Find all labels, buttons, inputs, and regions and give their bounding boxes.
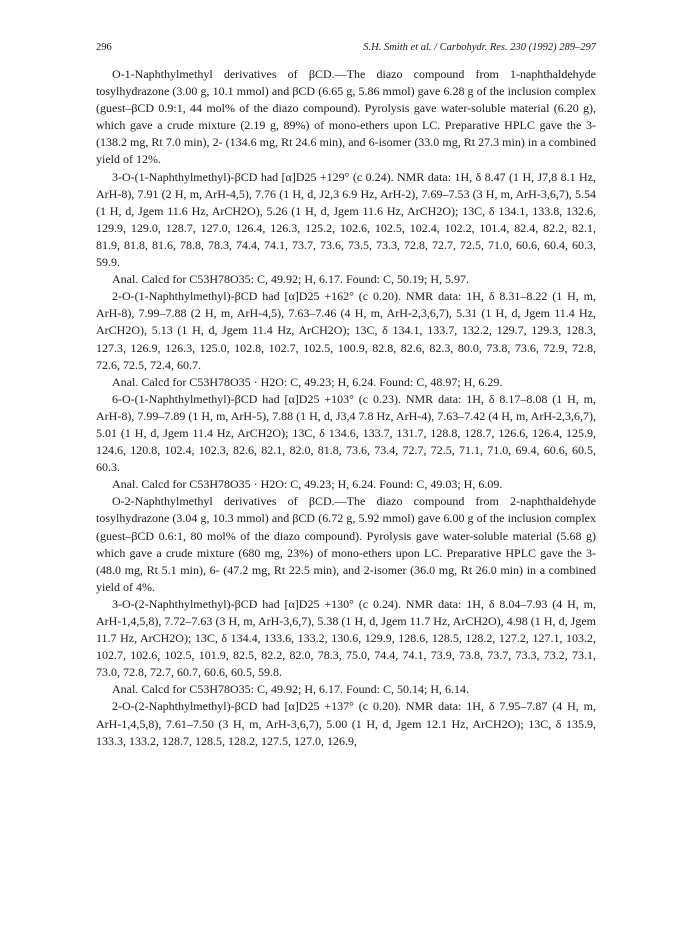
running-title: S.H. Smith et al. / Carbohydr. Res. 230 (1992) 289–297 (363, 42, 596, 53)
paragraph-anal-4: Anal. Calcd for C53H78O35: C, 49.92; H, 6.17. Found: C, 50.14; H, 6.14. (112, 682, 469, 697)
paragraph-anal-1: Anal. Calcd for C53H78O35: C, 49.92; H, 6.17. Found: C, 50.19; H, 5.97. (112, 272, 469, 287)
paragraph-2-o-2-naphthylmethyl: 2-O-(2-Naphthylmethyl)-βCD had [α]D25 +137° (c 0.20). NMR data: 1H, δ 7.95–7.87 (4 H, m, ArH-1,4,5,8), 7.61–7.50 (3 H, m, ArH-3,6,7), 5.00 (1 H, d, Jgem 12.1 Hz, ArCH2O); 13C, δ 135.9, 133.3, 133.2, 128.7, 128.5, 128.2, 127.5, 127.0, 126.9, (96, 699, 596, 748)
article-body (96, 66, 596, 750)
paragraph-6-o-1-naphthylmethyl: 6-O-(1-Naphthylmethyl)-βCD had [α]D25 +103° (c 0.23). NMR data: 1H, δ 8.17–8.08 (1 H, m, ArH-8), 7.99–7.89 (1 H, m, ArH-5), 7.88 (1 H, d, J3,4 7.8 Hz, ArH-4), 7.63–7.42 (4 H, m, ArH-2,3,6,7), 5.01 (1 H, d, Jgem 11.4 Hz, ArCH2O); 13C, δ 134.6, 133.7, 131.7, 128.8, 128.7, 126.6, 126.4, 125.9, 124.6, 120.8, 102.4, 102.3, 82.6, 82.1, 82.0, 81.8, 73.6, 73.4, 72.7, 72.5, 71.1, 71.0, 69.4, 60.6, 60.5, 60.3. (96, 391, 596, 475)
paragraph-anal-2: Anal. Calcd for C53H78O35 · H2O: C, 49.23; H, 6.24. Found: C, 48.97; H, 6.29. (112, 374, 503, 389)
page-number: 296 (96, 42, 112, 53)
paragraph-2-naphthyl-derivatives: O-2-Naphthylmethyl derivatives of βCD.—The diazo compound from 2-naphthaldehyde tosylhydrazone (3.04 g, 10.3 mmol) and βCD (6.72 g, 5.92 mmol) gave 6.00 g of the inclusion complex (guest–βCD 0.6:1, 80 mol% of the diazo compound). Pyrolysis gave water-soluble material (5.68 g) which gave a crude mixture (680 mg, 23%) of mono-ethers upon LC. Preparative HPLC gave the 3- (48.0 mg, Rt 5.1 min), 6- (47.2 mg, Rt 22.5 min), and 2-isomer (36.0 mg, Rt 26.0 min) in a combined yield of 4%. (96, 494, 596, 594)
paragraph-3-o-1-naphthylmethyl: 3-O-(1-Naphthylmethyl)-βCD had [α]D25 +129° (c 0.24). NMR data: 1H, δ 8.47 (1 H, J7,8 8.1 Hz, ArH-8), 7.91 (2 H, m, ArH-4,5), 7.76 (1 H, d, J2,3 6.9 Hz, ArH-2), 7.69–7.53 (3 H, m, ArH-3,6,7), 5.54 (1 H, d, Jgem 11.6 Hz, ArCH2O), 5.26 (1 H, d, Jgem 11.6 Hz, ArCH2O); 13C, δ 134.1, 133.8, 132.6, 129.9, 129.0, 128.7, 127.0, 126.4, 126.3, 125.2, 102.6, 102.5, 102.4, 102.2, 101.4, 82.4, 82.2, 82.1, 81.9, 81.8, 81.6, 78.8, 78.3, 74.4, 74.1, 73.7, 73.6, 73.5, 73.3, 72.8, 72.7, 72.5, 71.0, 60.6, 60.4, 60.3, 59.9. (96, 169, 596, 270)
paragraph-2-o-1-naphthylmethyl: 2-O-(1-Naphthylmethyl)-βCD had [α]D25 +162° (c 0.20). NMR data: 1H, δ 8.31–8.22 (1 H, m, ArH-8), 7.99–7.88 (2 H, m, ArH-4,5), 7.63–7.46 (4 H, m, ArH-2,3,6,7), 5.31 (1 H, d, Jgem 11.4 Hz, ArCH2O), 5.13 (1 H, d, Jgem 11.4 Hz, ArCH2O); 13C, δ 134.1, 133.7, 132.2, 129.7, 129.3, 128.3, 127.3, 126.9, 126.3, 125.0, 102.8, 102.7, 102.5, 100.9, 82.8, 82.6, 82.3, 80.0, 73.8, 73.6, 72.9, 72.8, 72.6, 72.5, 72.4, 60.7. (96, 289, 596, 372)
paragraph-anal-3: Anal. Calcd for C53H78O35 · H2O: C, 49.23; H, 6.24. Found: C, 49.03; H, 6.09. (112, 477, 503, 492)
paragraph-1-naphthyl-derivatives: O-1-Naphthylmethyl derivatives of βCD.—The diazo compound from 1-naphthaldehyde tosylhydrazone (3.00 g, 10.1 mmol) and βCD (6.65 g, 5.86 mmol) gave 6.28 g of the inclusion complex (guest–βCD 0.9:1, 44 mol% of the diazo compound). Pyrolysis gave water-soluble material (6.20 g), which gave a crude mixture (2.19 g, 89%) of mono-ethers upon LC. Preparative HPLC gave the 3- (138.2 mg, Rt 7.0 min), 2- (134.6 mg, Rt 24.6 min), and 6-isomer (33.0 mg, Rt 27.3 min) in a combined yield of 12%. (96, 67, 596, 167)
page-header (96, 40, 596, 56)
paragraph-3-o-2-naphthylmethyl: 3-O-(2-Naphthylmethyl)-βCD had [α]D25 +130° (c 0.24). NMR data: 1H, δ 8.04–7.93 (4 H, m, ArH-1,4,5,8), 7.72–7.63 (3 H, m, ArH-3,6,7), 5.38 (1 H, d, Jgem 11.7 Hz, ArCH2O), 4.98 (1 H, d, Jgem 11.7 Hz, ArCH2O); 13C, δ 134.4, 133.6, 133.2, 130.6, 129.9, 128.6, 128.5, 128.2, 127.2, 127.1, 103.2, 102.7, 102.6, 102.5, 101.9, 82.5, 82.2, 82.0, 78.3, 75.0, 74.4, 74.1, 73.9, 73.8, 73.7, 73.3, 73.2, 73.1, 73.0, 72.8, 72.7, 60.7, 60.6, 60.5, 59.8. (96, 596, 596, 680)
